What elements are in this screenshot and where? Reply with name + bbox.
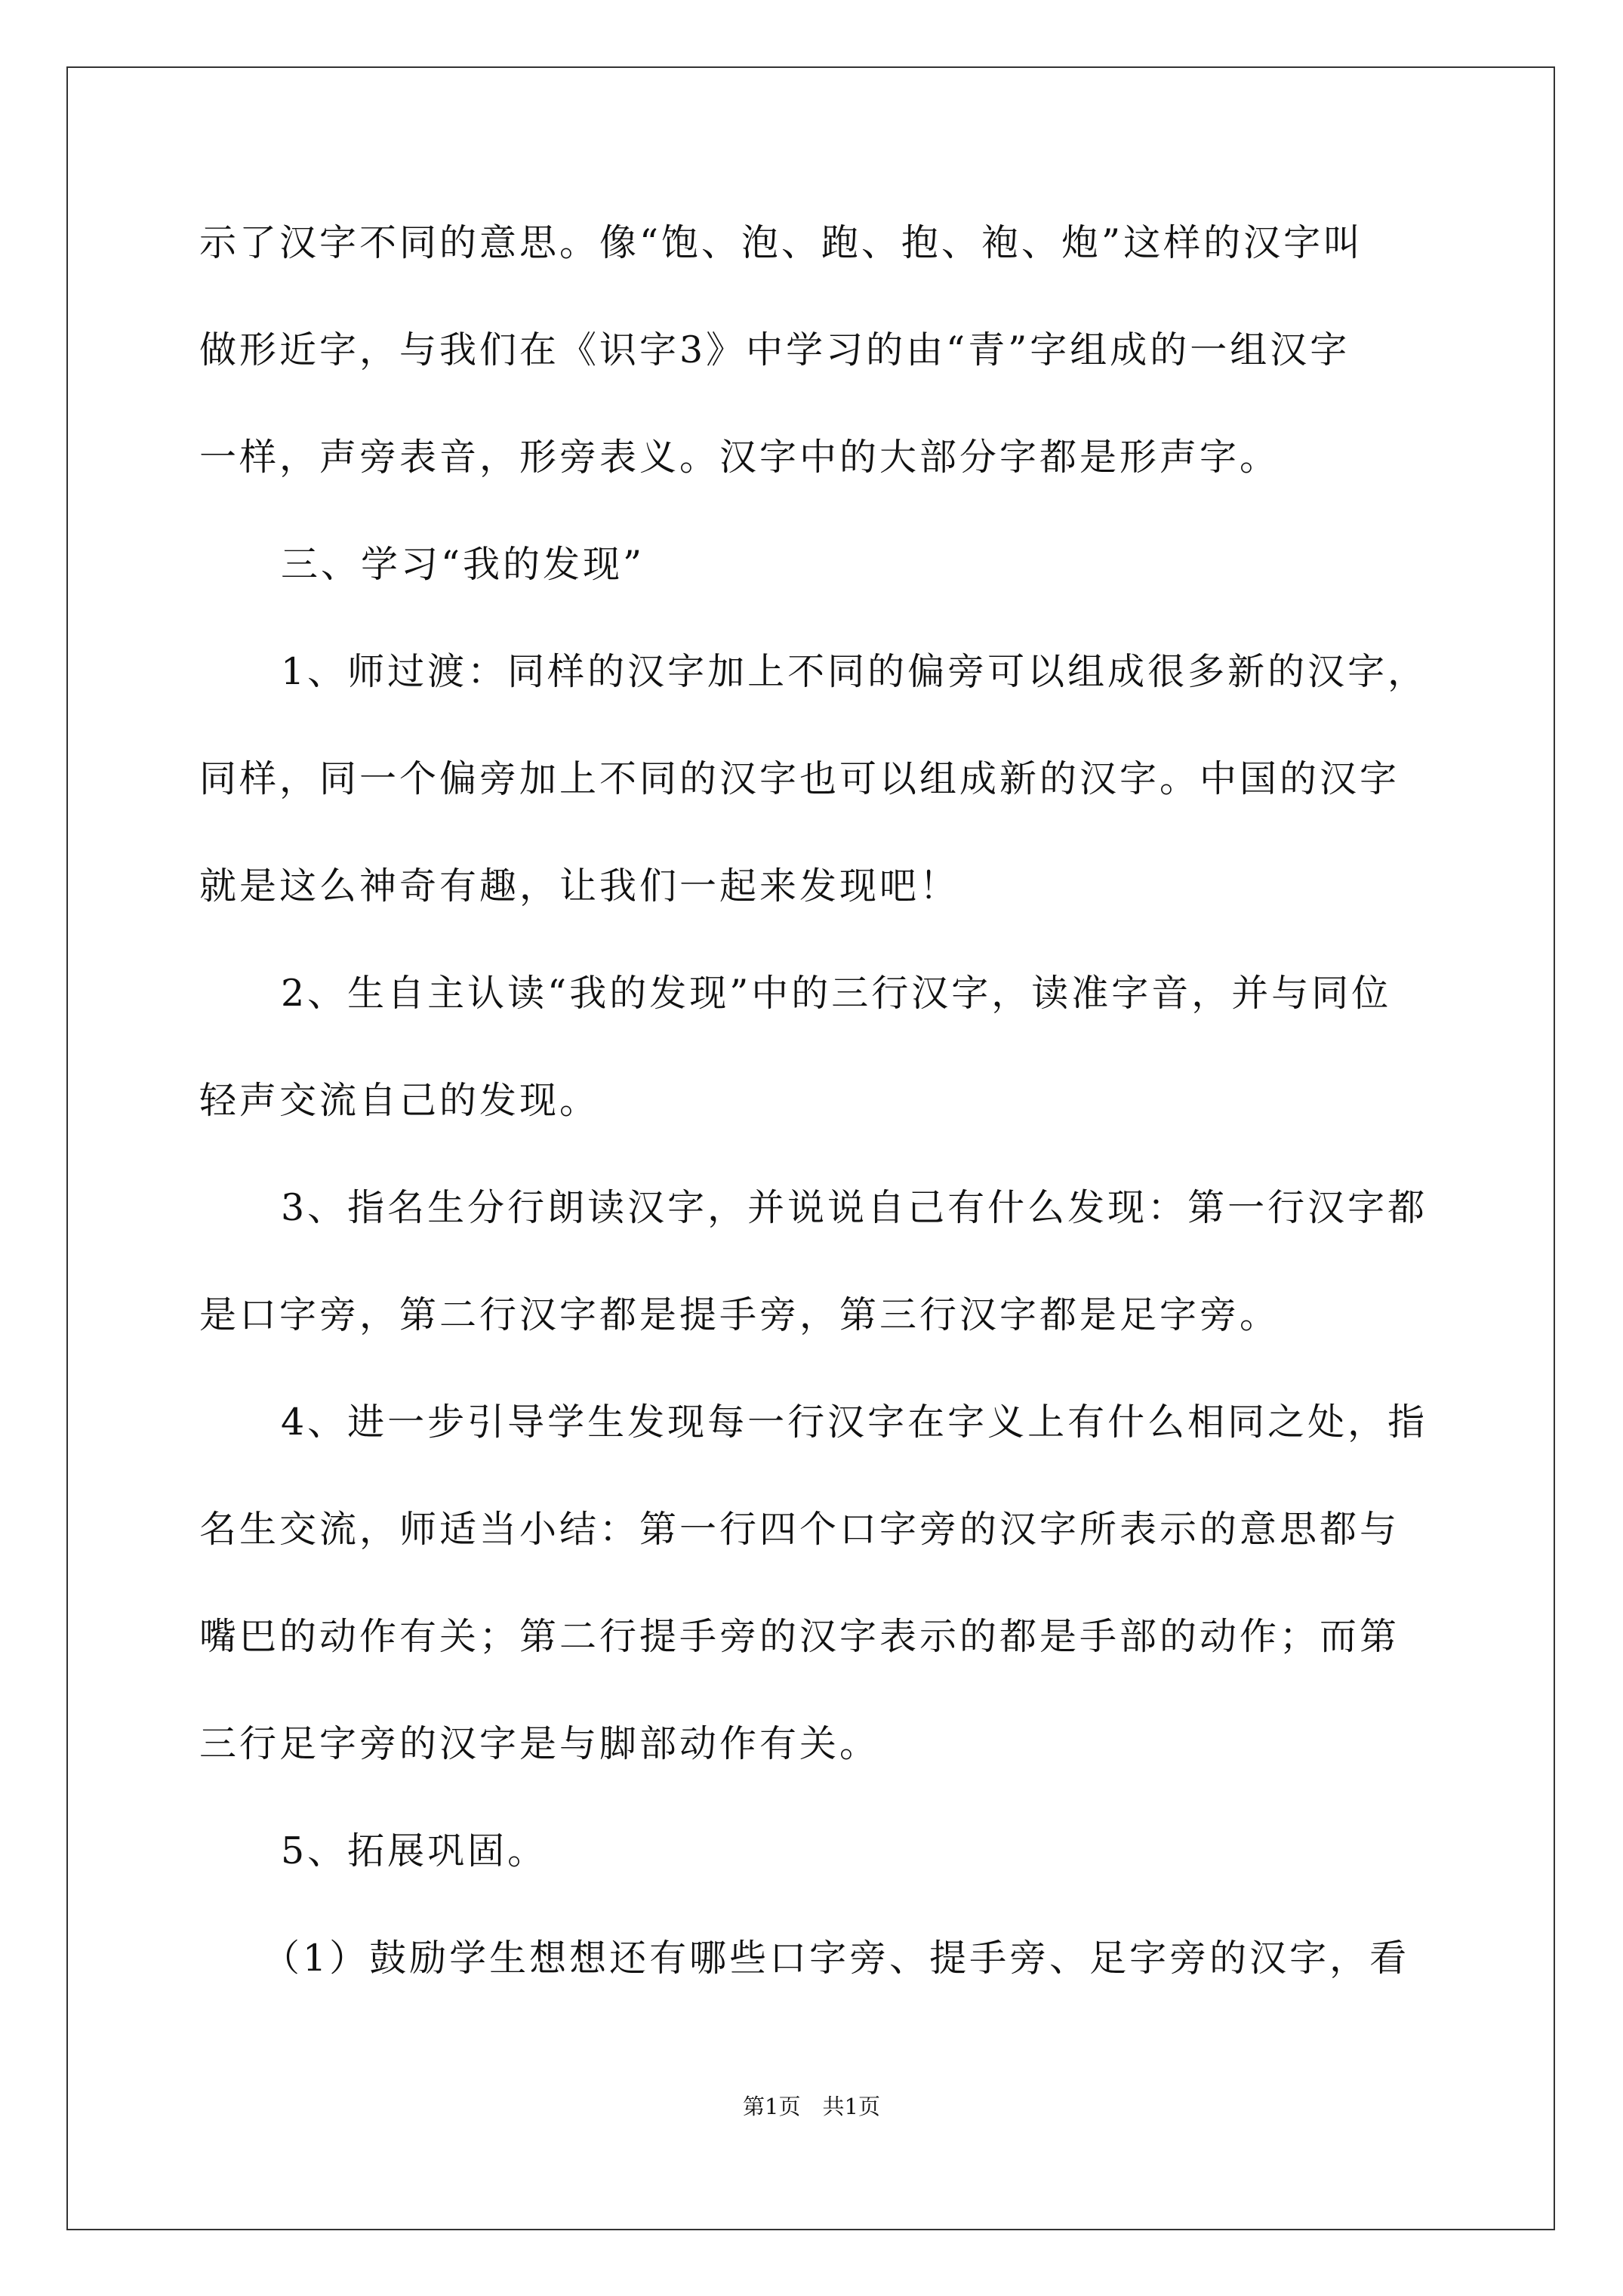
text-line: 2、生自主认读“我的发现”中的三行汉字，读准字音，并与同位 bbox=[281, 972, 1392, 1015]
text-line: 名生交流，师适当小结：第一行四个口字旁的汉字所表示的意思都与 bbox=[199, 1508, 1400, 1551]
text-line: 1、师过渡：同样的汉字加上不同的偏旁可以组成很多新的汉字， bbox=[281, 650, 1428, 693]
text-line: 一样，声旁表音，形旁表义。汉字中的大部分字都是形声字。 bbox=[199, 436, 1280, 479]
page-border bbox=[66, 66, 1555, 2230]
text-line: 3、指名生分行朗读汉字，并说说自己有什么发现：第一行汉字都 bbox=[281, 1186, 1428, 1229]
text-line: 轻声交流自己的发现。 bbox=[199, 1079, 600, 1122]
text-line: 做形近字，与我们在《识字3》中学习的由“青”字组成的一组汉字 bbox=[199, 328, 1350, 371]
section-heading: 三、学习“我的发现” bbox=[281, 543, 645, 586]
text-line: 三行足字旁的汉字是与脚部动作有关。 bbox=[199, 1722, 880, 1765]
text-line: 嘴巴的动作有关；第二行提手旁的汉字表示的都是手部的动作；而第 bbox=[199, 1615, 1400, 1658]
text-line: 5、拓展巩固。 bbox=[281, 1829, 548, 1872]
text-line: （1）鼓励学生想想还有哪些口字旁、提手旁、足字旁的汉字，看 bbox=[263, 1937, 1410, 1980]
page-number: 第1页 共1页 bbox=[743, 2094, 880, 2119]
text-line: 就是这么神奇有趣，让我们一起来发现吧！ bbox=[199, 864, 960, 908]
text-line: 同样，同一个偏旁加上不同的汉字也可以组成新的汉字。中国的汉字 bbox=[199, 757, 1400, 800]
text-line: 是口字旁，第二行汉字都是提手旁，第三行汉字都是足字旁。 bbox=[199, 1293, 1280, 1336]
text-line: 4、进一步引导学生发现每一行汉字在字义上有什么相同之处，指 bbox=[281, 1401, 1428, 1444]
text-line: 示了汉字不同的意思。像“饱、泡、跑、抱、袍、炮”这样的汉字叫 bbox=[199, 221, 1364, 264]
